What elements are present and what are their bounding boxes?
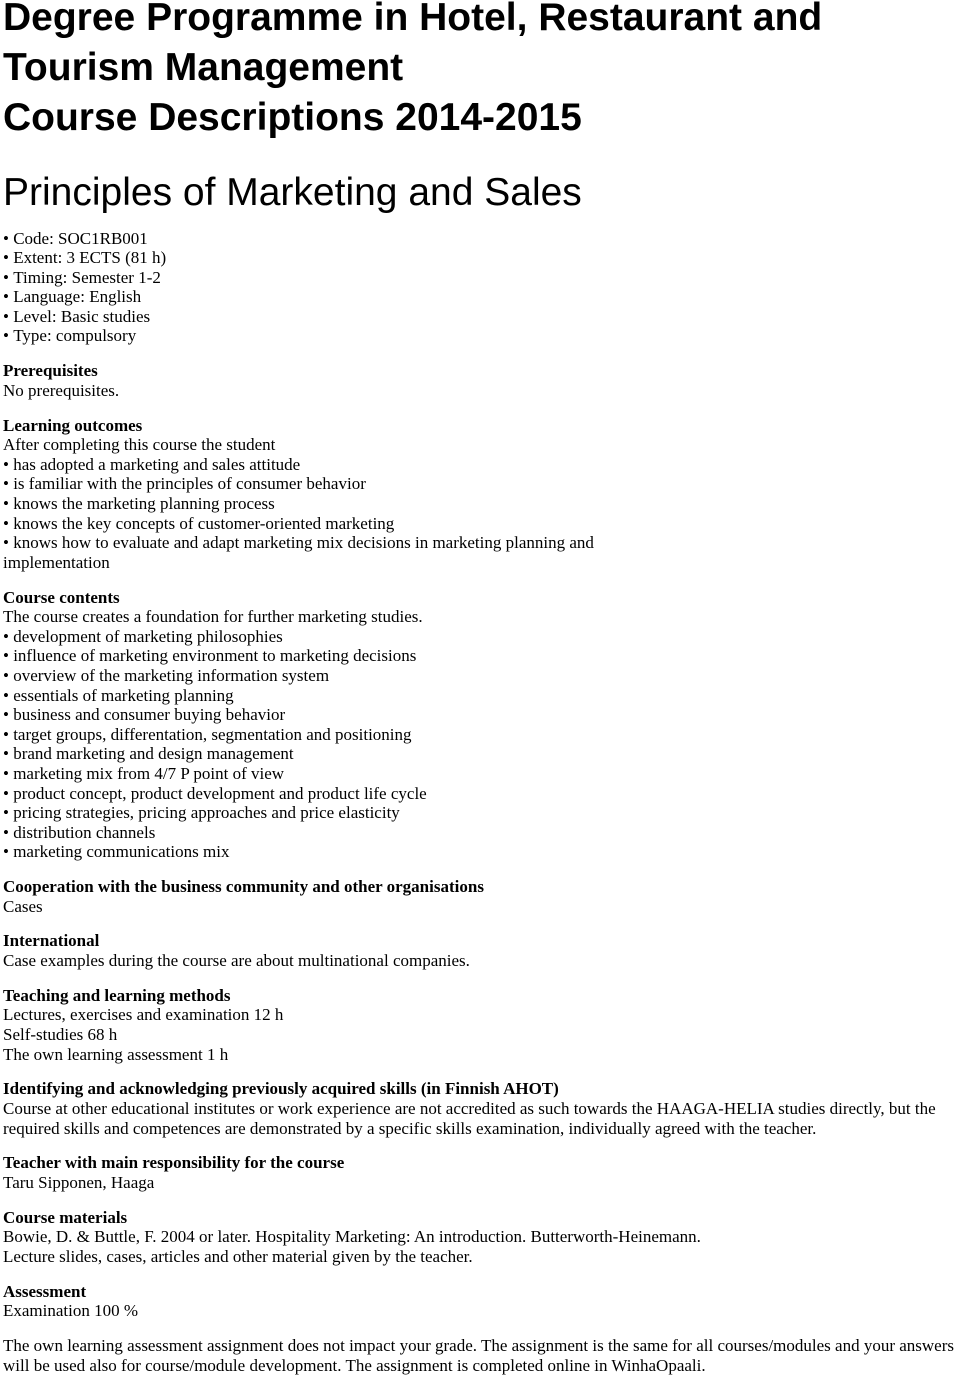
list-item: • pricing strategies, pricing approaches and price elasticity: [3, 803, 960, 823]
list-item: • business and consumer buying behavior: [3, 705, 960, 725]
course-contents-section: [3, 588, 960, 862]
list-item: • product concept, product development and product life cycle: [3, 784, 960, 804]
list-item: • overview of the marketing information system: [3, 666, 960, 686]
section-text-line: Lecture slides, cases, articles and other material given by the teacher.: [3, 1246, 473, 1266]
programme-title-line: Tourism Management: [3, 45, 404, 89]
course-contents-list: [3, 627, 960, 862]
section-heading: International: [3, 931, 100, 951]
programme-title-line: Degree Programme in Hotel, Restaurant and: [3, 0, 823, 39]
section-intro: After completing this course the student: [3, 435, 276, 455]
list-item: • essentials of marketing planning: [3, 686, 960, 706]
section-text: Case examples during the course are about multinational companies.: [3, 951, 470, 971]
teacher-name: Taru Sipponen, Haaga: [3, 1172, 155, 1192]
cooperation-section: [3, 877, 960, 916]
course-language: • Language: English: [3, 287, 960, 307]
section-text-line: Bowie, D. & Buttle, F. 2004 or later. Hospitality Marketing: An introduction. Butterworth-Heinemann.: [3, 1227, 701, 1247]
list-item: • is familiar with the principles of consumer behavior: [3, 474, 960, 494]
assessment-section: [3, 1282, 960, 1321]
section-heading: Course materials: [3, 1207, 128, 1227]
section-text-line: The own learning assessment 1 h: [3, 1044, 229, 1064]
course-timing: • Timing: Semester 1-2: [3, 268, 960, 288]
list-item: • has adopted a marketing and sales attitude: [3, 455, 960, 475]
list-item: • distribution channels: [3, 823, 960, 843]
course-materials-section: [3, 1208, 960, 1267]
section-heading: Learning outcomes: [3, 415, 143, 435]
list-item: • knows the marketing planning process: [3, 494, 960, 514]
section-heading: Cooperation with the business community and other organisations: [3, 877, 484, 897]
learning-outcomes-list: [3, 455, 960, 573]
section-text-line: Self-studies 68 h: [3, 1025, 118, 1044]
section-heading: Teacher with main responsibility for the course: [3, 1153, 345, 1173]
section-text-line: Lectures, exercises and examination 12 h: [3, 1005, 284, 1025]
list-item: • target groups, differentation, segmentation and positioning: [3, 725, 960, 745]
section-intro: The course creates a foundation for further marketing studies.: [3, 607, 423, 627]
section-text: No prerequisites.: [3, 380, 120, 400]
course-type: • Type: compulsory: [3, 326, 960, 346]
international-section: [3, 931, 960, 970]
section-heading: Assessment: [3, 1281, 87, 1301]
teaching-methods-section: [3, 986, 960, 1064]
list-item: • marketing mix from 4/7 P point of view: [3, 764, 960, 784]
section-text: Cases: [3, 896, 43, 916]
prior-learning-section: [3, 1079, 960, 1138]
list-item: • influence of marketing environment to marketing decisions: [3, 646, 960, 666]
course-level: • Level: Basic studies: [3, 307, 960, 327]
programme-title-line: Course Descriptions 2014-2015: [3, 95, 582, 139]
programme-title: [3, 0, 960, 143]
course-extent: • Extent: 3 ECTS (81 h): [3, 248, 960, 268]
list-item: • brand marketing and design management: [3, 744, 960, 764]
section-text: Examination 100 %: [3, 1301, 139, 1321]
section-text: Course at other educational institutes or work experience are not accredited as such towards the HAAGA-HELIA studies directly, but the required skills and competences are demonstrated by a specific skills examination, individually agreed with the teacher.: [3, 1098, 936, 1138]
prerequisites-section: [3, 361, 960, 400]
section-heading: Prerequisites: [3, 361, 98, 381]
teacher-section: [3, 1153, 960, 1192]
learning-outcomes-section: [3, 416, 960, 573]
course-code: • Code: SOC1RB001: [3, 229, 960, 249]
list-item: • knows how to evaluate and adapt marketing mix decisions in marketing planning and implementation: [3, 533, 960, 572]
list-item: • marketing communications mix: [3, 842, 960, 862]
section-heading: Course contents: [3, 587, 120, 607]
assessment-note: The own learning assessment assignment does not impact your grade. The assignment is the same for all courses/modules and your answers will be used also for course/module development. The assignment is completed online in WinhaOpaali.: [3, 1336, 954, 1375]
section-heading: Identifying and acknowledging previously acquired skills (in Finnish AHOT): [3, 1079, 559, 1099]
list-item: • knows the key concepts of customer-oriented marketing: [3, 514, 960, 534]
section-heading: Teaching and learning methods: [3, 985, 231, 1005]
list-item: • development of marketing philosophies: [3, 627, 960, 647]
assessment-note-section: [3, 1336, 960, 1375]
course-details-list: [3, 229, 960, 347]
course-title: Principles of Marketing and Sales: [3, 171, 582, 214]
